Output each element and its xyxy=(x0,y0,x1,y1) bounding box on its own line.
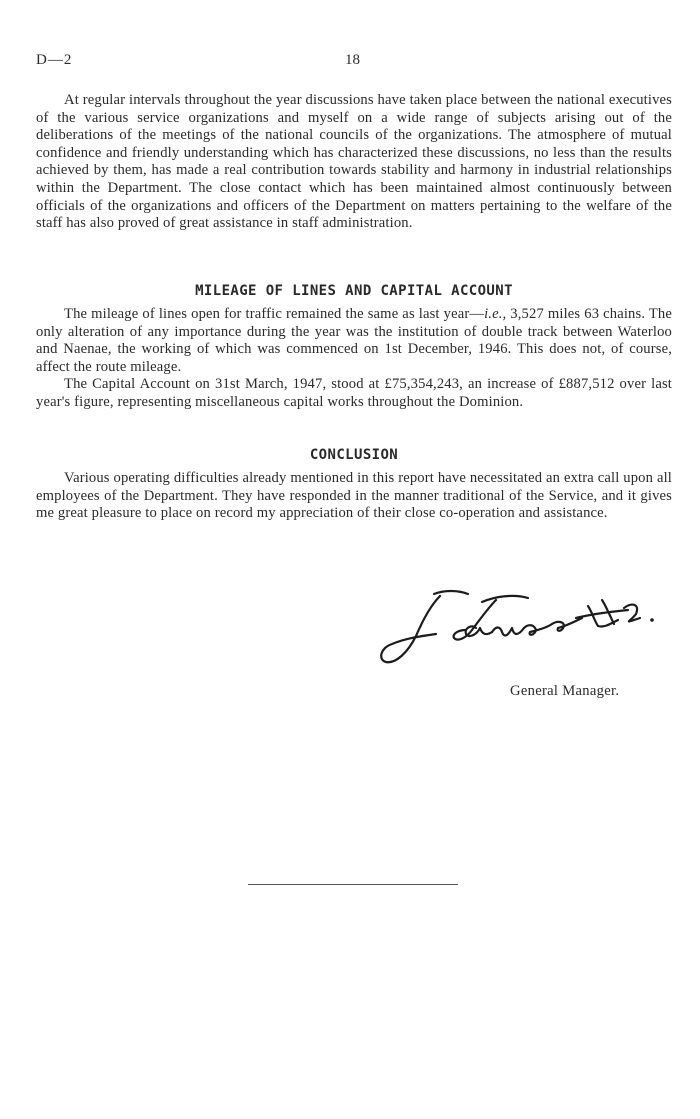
mileage-section xyxy=(36,306,672,412)
mileage-text-start: The mileage of lines open for traffic remained the same as last year— xyxy=(64,306,485,322)
mileage-heading: MILEAGE OF LINES AND CAPITAL ACCOUNT xyxy=(195,283,513,299)
closing-rule xyxy=(248,884,458,885)
conclusion-paragraph: Various operating difficulties already mentioned in this report have necessitated an extra call upon all employees of the Department. They have responded in the manner traditional of the Service, and it gives me great pleasure to place on record my appreciation of their close co-operation and assistance. xyxy=(36,470,672,522)
intro-section xyxy=(36,92,672,233)
intro-paragraph: At regular intervals throughout the year discussions have taken place between the national executives of the various service organizations and myself on a wide range of subjects arising out of the deliberations of the meetings of the national councils of the organizations. The atmosphere of mutual confidence and friendly understanding which has characterized these discussions, no less than the results achieved by them, has made a real contribution towards stability and harmony in industrial relationships within the Department. The close contact which has been maintained almost continuously between officials of the organizations and officers of the Department on matters pertaining to the welfare of the staff has also proved of great assistance in staff administration. xyxy=(36,92,672,232)
page-reference: D—2 xyxy=(36,52,73,68)
conclusion-section xyxy=(36,470,672,523)
page-number: 18 xyxy=(345,52,360,68)
mileage-text-italic: i.e., xyxy=(484,306,507,322)
mileage-paragraph xyxy=(36,306,672,376)
conclusion-heading: CONCLUSION xyxy=(309,447,399,463)
signatory-title: General Manager. xyxy=(510,683,620,699)
mileage-text-end: 3,527 miles 63 chains. The only alteration of any importance during the year was the institution of double track between Waterloo and Naenae, the working of which was commenced on 1st December, 1946. This does not, of course, affect the route mileage. xyxy=(36,306,672,375)
capital-account-paragraph: The Capital Account on 31st March, 1947, stood at £75,354,243, an increase of £887,512 over last year's figure, representing miscellaneous capital works throughout the Dominion. xyxy=(36,376,672,410)
handwritten-signature xyxy=(378,588,668,668)
